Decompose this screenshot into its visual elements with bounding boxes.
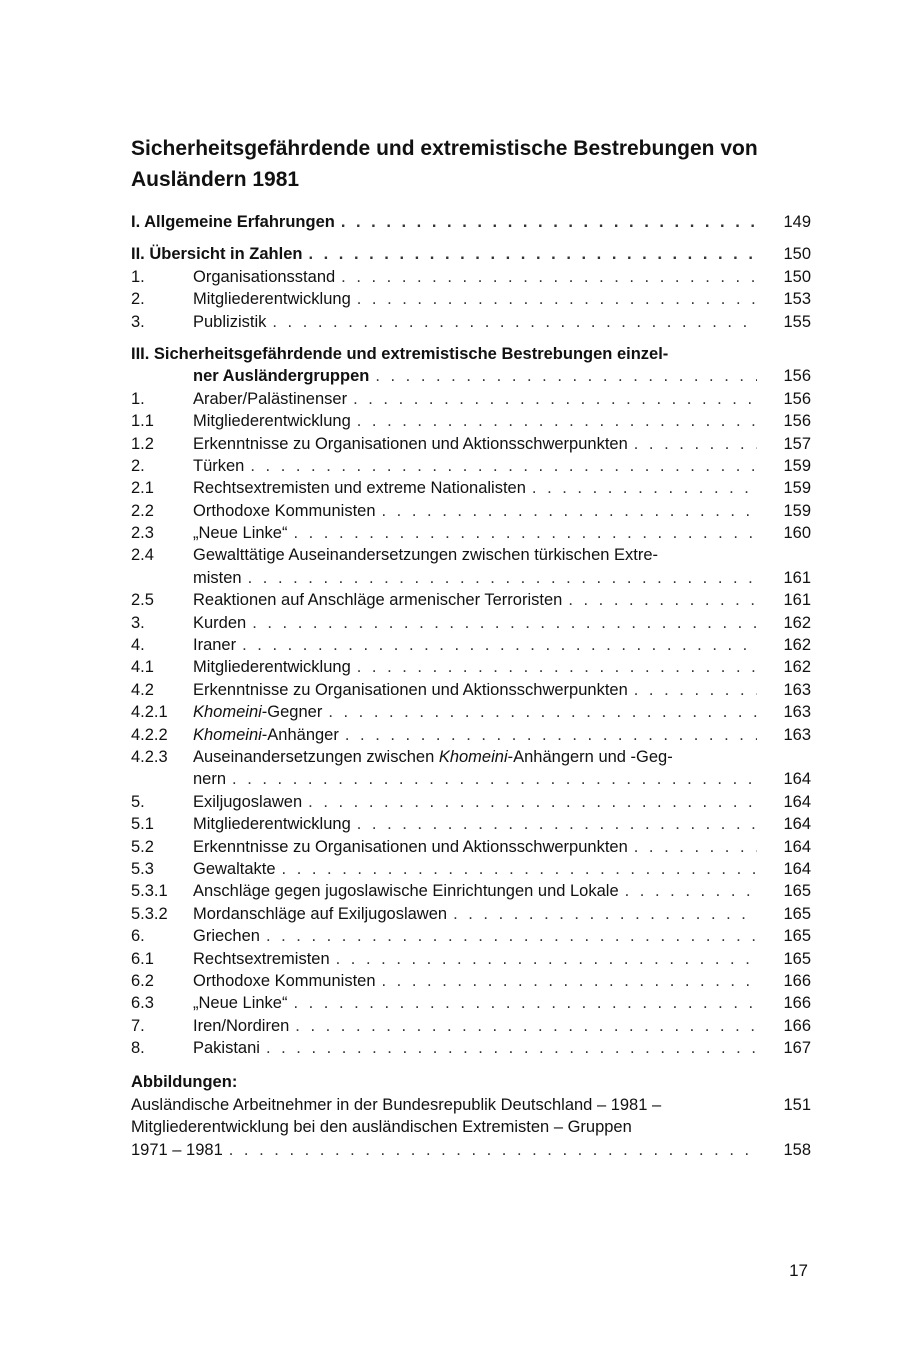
toc-entry[interactable]	[131, 388, 811, 410]
toc-label: Rechtsextremisten	[193, 949, 330, 968]
leader-dots	[322, 701, 757, 723]
toc-number: 2.2	[131, 501, 154, 520]
toc-section-3-list-b	[131, 589, 811, 701]
toc-page: 165	[783, 949, 811, 968]
toc-number: 2.5	[131, 591, 154, 610]
toc-page: 163	[783, 680, 811, 699]
toc-label: Iren/Nordiren	[193, 1016, 290, 1035]
leader-dots	[260, 925, 757, 947]
leader-dots	[335, 211, 757, 233]
toc-page: 167	[783, 1039, 811, 1058]
toc-entry[interactable]	[131, 903, 811, 925]
toc-number: 1.1	[131, 412, 154, 431]
toc-label: Anschläge gegen jugoslawische Einrichtungen und Lokale	[193, 882, 619, 901]
toc-section-1[interactable]	[131, 211, 811, 233]
leader-dots	[447, 903, 757, 925]
toc-page: 162	[783, 613, 811, 632]
toc-page: 164	[783, 792, 811, 811]
toc-entry[interactable]	[131, 477, 811, 499]
toc-page: 156	[783, 367, 811, 386]
toc-label: Orthodoxe Kommunisten	[193, 501, 376, 520]
toc-entry[interactable]	[131, 925, 811, 947]
toc-page: 159	[783, 479, 811, 498]
table-of-contents	[131, 211, 811, 1161]
page-title: Sicherheitsgefährdende und extremistische Bestrebungen von Ausländern 1981	[131, 137, 758, 191]
toc-label: II. Übersicht in Zahlen	[131, 245, 303, 264]
toc-entry[interactable]	[131, 1037, 811, 1059]
toc-number: 5.1	[131, 815, 154, 834]
toc-label: „Neue Linke“	[193, 524, 288, 543]
toc-label: Gewaltakte	[193, 859, 276, 878]
toc-entry[interactable]	[131, 679, 811, 701]
figure-page: 158	[783, 1140, 811, 1159]
toc-page: 165	[783, 927, 811, 946]
toc-label: Mitgliederentwicklung	[193, 290, 351, 309]
toc-number: 4.2.3	[131, 747, 168, 766]
leader-dots	[562, 589, 757, 611]
leader-dots	[260, 1037, 757, 1059]
toc-number: 6.1	[131, 949, 154, 968]
toc-number: 4.	[131, 636, 145, 655]
toc-number: 5.2	[131, 837, 154, 856]
toc-entry[interactable]	[131, 858, 811, 880]
toc-page: 153	[783, 290, 811, 309]
toc-entry[interactable]	[131, 433, 811, 455]
leader-dots	[369, 365, 757, 387]
leader-dots	[526, 477, 757, 499]
toc-page: 166	[783, 971, 811, 990]
toc-number: 5.3.1	[131, 882, 168, 901]
leader-dots	[302, 243, 757, 265]
toc-label-continued: nern	[193, 770, 227, 789]
leader-dots	[302, 791, 757, 813]
leader-dots	[246, 612, 757, 634]
toc-page: 149	[783, 213, 811, 231]
toc-number: 6.2	[131, 971, 154, 990]
leader-dots	[619, 880, 757, 902]
toc-page: 159	[783, 456, 811, 475]
toc-entry[interactable]	[131, 970, 811, 992]
toc-page: 166	[783, 994, 811, 1013]
toc-entry[interactable]	[131, 948, 811, 970]
toc-label: Erkenntnisse zu Organisationen und Aktionsschwerpunkten	[193, 837, 628, 856]
toc-section-3-list-a	[131, 388, 811, 545]
toc-label-italic: Khomeini	[438, 747, 508, 766]
toc-entry[interactable]	[131, 634, 811, 656]
leader-dots	[276, 858, 757, 880]
toc-section-2-list	[131, 266, 811, 333]
toc-number: 4.1	[131, 658, 154, 677]
toc-number: 4.2.1	[131, 703, 168, 722]
toc-page: 155	[783, 312, 811, 331]
toc-number: 2.1	[131, 479, 154, 498]
toc-number: 6.	[131, 927, 145, 946]
toc-label: Pakistani	[193, 1039, 260, 1058]
toc-number: 5.	[131, 792, 145, 811]
toc-number: 2.	[131, 290, 145, 309]
toc-label: Auseinandersetzungen zwischen	[193, 747, 439, 766]
toc-page: 150	[783, 245, 811, 264]
toc-page: 163	[783, 725, 811, 744]
toc-entry[interactable]	[131, 992, 811, 1014]
toc-number: 8.	[131, 1039, 145, 1058]
leader-dots	[335, 266, 757, 288]
toc-entry-2-4[interactable]	[131, 544, 811, 589]
toc-entry-4-2-3[interactable]	[131, 746, 811, 791]
toc-number: 2.3	[131, 524, 154, 543]
toc-page: 156	[783, 412, 811, 431]
toc-number: 5.3.2	[131, 904, 168, 923]
leader-dots	[351, 288, 757, 310]
toc-entry-4-2-2[interactable]	[131, 724, 811, 746]
toc-label: Iraner	[193, 636, 237, 655]
leader-dots	[330, 948, 757, 970]
toc-page: 160	[783, 524, 811, 543]
toc-entry[interactable]	[131, 656, 811, 678]
toc-label: Organisationsstand	[193, 267, 336, 286]
toc-label-italic: Khomeini	[193, 725, 262, 744]
toc-number: 1.2	[131, 434, 154, 453]
toc-section-3-list-c	[131, 791, 811, 1060]
figure-entry-2[interactable]	[131, 1116, 811, 1161]
leader-dots	[223, 1139, 757, 1161]
toc-page: 156	[783, 389, 811, 408]
toc-number: 1.	[131, 267, 145, 286]
toc-number: 2.	[131, 456, 145, 475]
toc-page: 164	[783, 837, 811, 856]
toc-label: -Gegner	[261, 703, 323, 722]
figure-label: Mitgliederentwicklung bei den ausländischen Extremisten – Gruppen	[131, 1118, 632, 1137]
toc-label: -Anhängern und -Geg-	[507, 747, 673, 766]
toc-page: 164	[783, 815, 811, 834]
toc-entry[interactable]	[131, 1015, 811, 1037]
leader-dots	[289, 1015, 757, 1037]
toc-page: 165	[783, 904, 811, 923]
toc-number: 2.4	[131, 546, 154, 565]
leader-dots	[628, 679, 757, 701]
toc-label: -Anhänger	[261, 725, 339, 744]
toc-label: Türken	[193, 456, 245, 475]
toc-entry[interactable]	[131, 813, 811, 835]
toc-entry[interactable]	[131, 522, 811, 544]
toc-label: „Neue Linke“	[193, 994, 288, 1013]
toc-number: 3.	[131, 613, 145, 632]
leader-dots	[287, 522, 757, 544]
toc-label: I. Allgemeine Erfahrungen	[131, 213, 335, 231]
toc-label: Publizistik	[193, 312, 267, 331]
toc-label: Mitgliederentwicklung	[193, 658, 351, 677]
leader-dots	[242, 567, 757, 589]
toc-entry[interactable]	[131, 880, 811, 902]
figure-entry-1[interactable]	[131, 1094, 811, 1116]
leader-dots	[376, 970, 757, 992]
leader-dots	[266, 311, 757, 333]
toc-entry[interactable]	[131, 288, 811, 310]
figure-page: 151	[783, 1095, 811, 1114]
toc-section-2[interactable]	[131, 243, 811, 265]
toc-entry[interactable]	[131, 500, 811, 522]
toc-entry[interactable]	[131, 455, 811, 477]
toc-label: III. Sicherheitsgefährdende und extremistische Bestrebungen einzel-	[131, 344, 669, 363]
toc-label: Erkenntnisse zu Organisationen und Aktionsschwerpunkten	[193, 434, 628, 453]
toc-label: Mitgliederentwicklung	[193, 412, 351, 431]
leader-dots	[351, 813, 757, 835]
toc-entry[interactable]	[131, 311, 811, 333]
leader-dots	[628, 433, 757, 455]
figures-heading: Abbildungen:	[131, 1073, 238, 1092]
toc-label: Griechen	[193, 927, 260, 946]
toc-entry[interactable]	[131, 266, 811, 288]
toc-entry[interactable]	[131, 589, 811, 611]
toc-page: 162	[783, 636, 811, 655]
figure-label-continued: 1971 – 1981	[131, 1140, 223, 1159]
toc-entry[interactable]	[131, 791, 811, 813]
toc-section-3[interactable]	[131, 343, 811, 388]
leader-dots	[287, 992, 757, 1014]
toc-page: 150	[783, 267, 811, 286]
toc-number: 5.3	[131, 859, 154, 878]
leader-dots	[226, 768, 757, 790]
toc-label: Orthodoxe Kommunisten	[193, 971, 376, 990]
toc-number: 4.2.2	[131, 725, 168, 744]
leader-dots	[628, 836, 757, 858]
toc-number: 7.	[131, 1016, 145, 1035]
leader-dots	[339, 724, 757, 746]
toc-label: Mordanschläge auf Exiljugoslawen	[193, 904, 448, 923]
toc-label: Erkenntnisse zu Organisationen und Aktionsschwerpunkten	[193, 680, 628, 699]
toc-number: 4.2	[131, 680, 154, 699]
toc-label: Kurden	[193, 613, 247, 632]
toc-label-continued: ner Ausländergruppen	[193, 367, 370, 386]
toc-page: 164	[783, 770, 811, 789]
leader-dots	[244, 455, 757, 477]
toc-number: 6.3	[131, 994, 154, 1013]
toc-label: Gewalttätige Auseinandersetzungen zwischen türkischen Extre-	[193, 546, 659, 565]
toc-number: 3.	[131, 312, 145, 331]
toc-label: Exiljugoslawen	[193, 792, 303, 811]
figure-label: Ausländische Arbeitnehmer in der Bundesrepublik Deutschland – 1981 –	[131, 1095, 662, 1114]
toc-label: Reaktionen auf Anschläge armenischer Terroristen	[193, 591, 563, 610]
toc-label: Araber/Palästinenser	[193, 389, 348, 408]
toc-label-continued: misten	[193, 568, 242, 587]
toc-label: Mitgliederentwicklung	[193, 815, 351, 834]
toc-page: 159	[783, 501, 811, 520]
toc-page: 162	[783, 658, 811, 677]
toc-entry[interactable]	[131, 410, 811, 432]
toc-page: 157	[783, 434, 811, 453]
toc-label-italic: Khomeini	[193, 703, 262, 722]
toc-page: 161	[783, 568, 811, 587]
toc-page: 165	[783, 882, 811, 901]
leader-dots	[351, 656, 757, 678]
toc-page: 166	[783, 1016, 811, 1035]
toc-page: 161	[783, 591, 811, 610]
page-number: 17	[789, 1261, 808, 1280]
toc-number: 1.	[131, 389, 145, 408]
toc-page: 163	[783, 703, 811, 722]
leader-dots	[236, 634, 757, 656]
leader-dots	[351, 410, 757, 432]
toc-page: 164	[783, 859, 811, 878]
toc-entry[interactable]	[131, 836, 811, 858]
toc-entry-4-2-1[interactable]	[131, 701, 811, 723]
toc-entry[interactable]	[131, 612, 811, 634]
leader-dots	[376, 500, 757, 522]
leader-dots	[347, 388, 757, 410]
toc-label: Rechtsextremisten und extreme Nationalisten	[193, 479, 526, 498]
